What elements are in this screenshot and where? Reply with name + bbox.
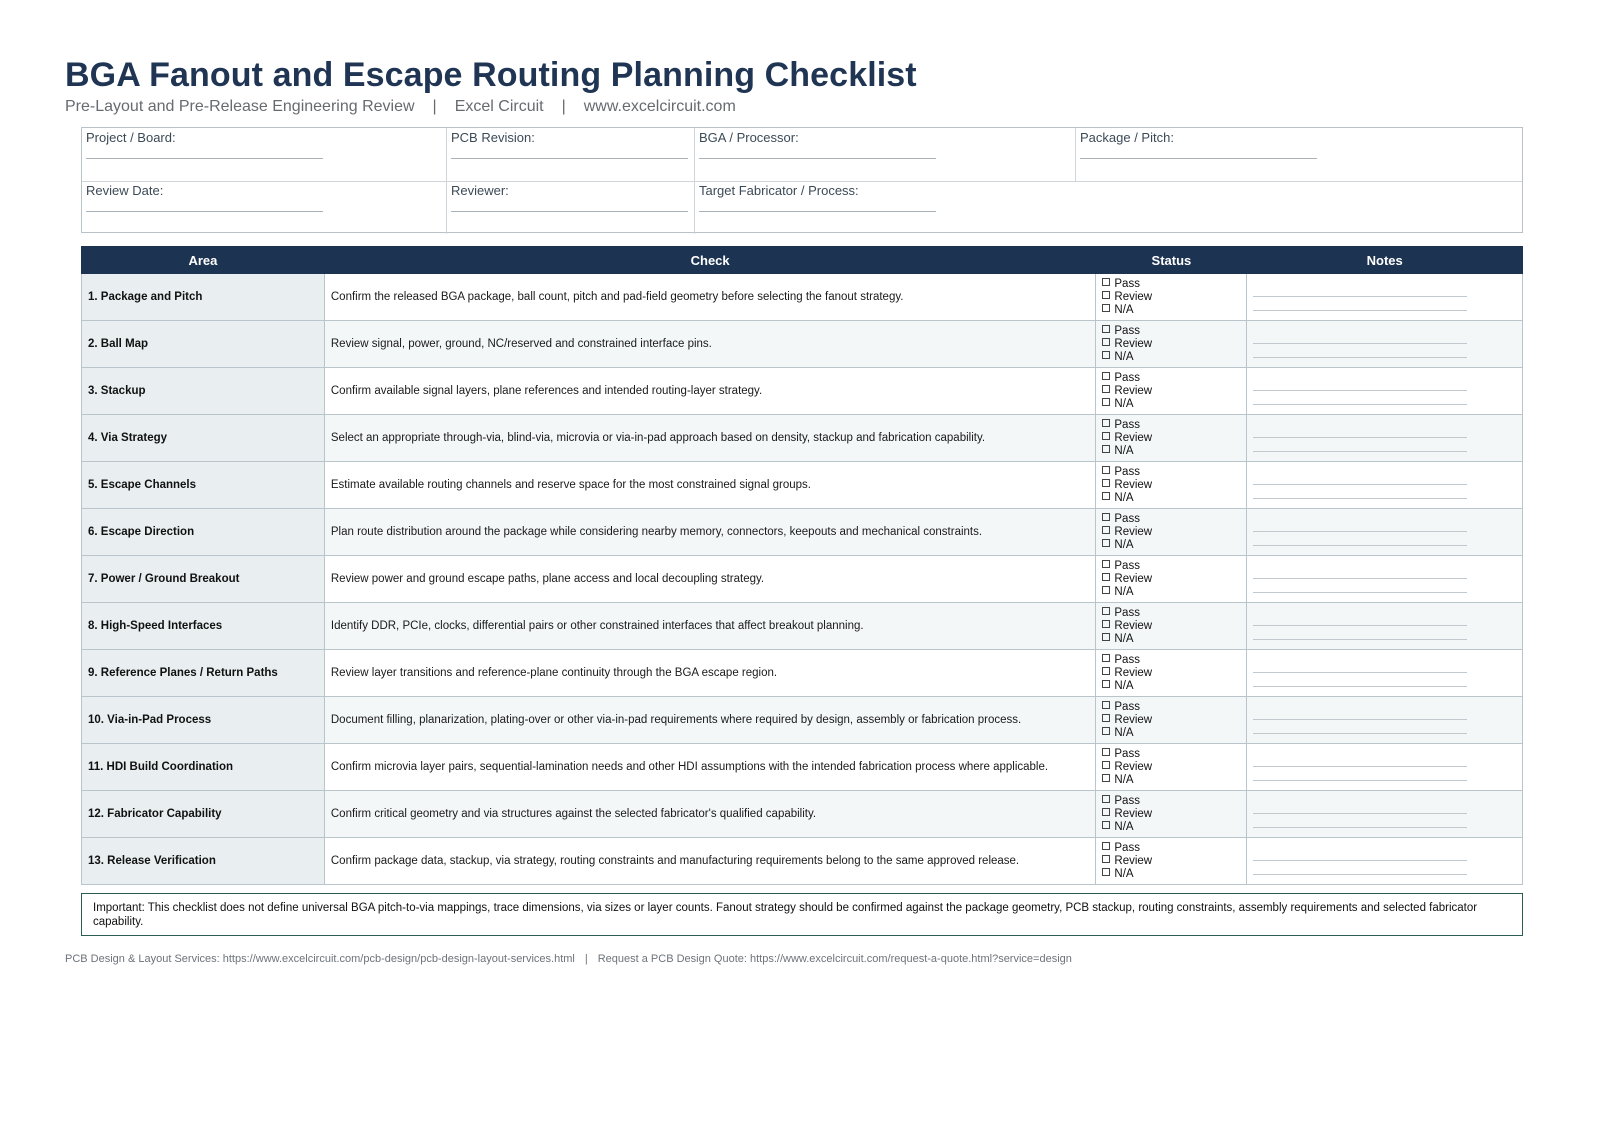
checkbox[interactable] [1102,539,1110,547]
status-option-label: Pass [1114,277,1140,290]
checkbox[interactable] [1102,419,1110,427]
notes-cell[interactable] [1247,462,1523,509]
status-option-label: Review [1114,666,1153,679]
status-option-pass[interactable] [1102,278,1246,291]
reviewer-label: Reviewer: [451,183,509,198]
area-cell: 3. Stackup [82,368,325,415]
status-option-na[interactable] [1102,398,1246,411]
subtitle-separator: | [561,98,566,115]
table-row [82,556,1523,603]
status-cell [1096,650,1247,697]
page-subtitle [65,96,1525,118]
notes-line [1253,531,1467,532]
status-option-label: Pass [1114,794,1140,807]
status-option-label: Pass [1114,465,1140,478]
notes-cell[interactable] [1247,368,1523,415]
notes-line [1253,827,1467,828]
checkbox[interactable] [1102,855,1110,863]
notes-cell[interactable] [1247,697,1523,744]
notes-line [1253,404,1467,405]
status-option-label: Review [1114,525,1153,538]
checkbox[interactable] [1102,680,1110,688]
info-row [82,181,1522,234]
area-cell: 7. Power / Ground Breakout [82,556,325,603]
status-option-label: Review [1114,572,1153,585]
status-option-review[interactable] [1102,761,1246,774]
notes-line [1253,639,1467,640]
status-option-label: N/A [1114,585,1134,598]
status-option-na[interactable] [1102,586,1246,599]
status-option-label: N/A [1114,397,1134,410]
status-option-label: Review [1114,760,1153,773]
status-option-label: Review [1114,290,1153,303]
checkbox[interactable] [1102,714,1110,722]
check-cell: Plan route distribution around the package while considering nearby memory, connectors, keepouts and mechanical constraints. [324,509,1096,556]
area-cell: 5. Escape Channels [82,462,325,509]
notes-line [1253,357,1467,358]
bga-processor-label: BGA / Processor: [699,130,799,145]
checkbox[interactable] [1102,479,1110,487]
table-row [82,462,1523,509]
checkbox[interactable] [1102,573,1110,581]
check-cell: Select an appropriate through-via, blind-via, microvia or via-in-pad approach based on density, stackup and fabrication capability. [324,415,1096,462]
status-option-pass[interactable] [1102,466,1246,479]
checkbox[interactable] [1102,492,1110,500]
table-row [82,274,1523,321]
status-cell [1096,556,1247,603]
area-cell: 11. HDI Build Coordination [82,744,325,791]
area-cell: 8. High-Speed Interfaces [82,603,325,650]
status-option-pass[interactable] [1102,372,1246,385]
fill-in-line [451,158,688,159]
checkbox[interactable] [1102,868,1110,876]
status-option-na[interactable] [1102,680,1246,693]
fill-in-line [699,211,936,212]
notes-line [1253,860,1467,861]
status-option-label: Review [1114,713,1153,726]
status-option-label: N/A [1114,632,1134,645]
checkbox[interactable] [1102,808,1110,816]
info-row [82,128,1522,182]
table-row [82,744,1523,791]
subtitle-website[interactable]: www.excelcircuit.com [583,98,736,115]
status-option-na[interactable] [1102,445,1246,458]
status-cell [1096,744,1247,791]
status-cell [1096,415,1247,462]
checkbox[interactable] [1102,633,1110,641]
checkbox[interactable] [1102,445,1110,453]
project-board-label: Project / Board: [86,130,176,145]
checkbox[interactable] [1102,351,1110,359]
column-header-area: Area [82,247,325,274]
notes-cell[interactable] [1247,556,1523,603]
area-cell: 13. Release Verification [82,838,325,885]
status-cell [1096,697,1247,744]
notes-line [1253,719,1467,720]
status-option-review[interactable] [1102,620,1246,633]
status-cell [1096,321,1247,368]
notes-cell[interactable] [1247,838,1523,885]
checkbox[interactable] [1102,338,1110,346]
status-option-pass[interactable] [1102,560,1246,573]
check-cell: Confirm available signal layers, plane references and intended routing-layer strategy. [324,368,1096,415]
checkbox[interactable] [1102,513,1110,521]
area-cell: 9. Reference Planes / Return Paths [82,650,325,697]
status-option-label: Review [1114,807,1153,820]
status-option-label: Pass [1114,371,1140,384]
notes-line [1253,310,1467,311]
notes-line [1253,592,1467,593]
status-option-review[interactable] [1102,526,1246,539]
status-option-na[interactable] [1102,727,1246,740]
notes-line [1253,625,1467,626]
check-cell: Confirm microvia layer pairs, sequential-lamination needs and other HDI assumptions with the intended fabrication process where applicable. [324,744,1096,791]
checkbox[interactable] [1102,654,1110,662]
checkbox[interactable] [1102,385,1110,393]
footer-quote-link[interactable]: Request a PCB Design Quote: https://www.excelcircuit.com/request-a-quote.html?service=design [597,953,1072,965]
table-row [82,321,1523,368]
status-option-label: Review [1114,854,1153,867]
status-option-review[interactable] [1102,338,1246,351]
status-option-review[interactable] [1102,667,1246,680]
package-pitch-label: Package / Pitch: [1080,130,1174,145]
notes-line [1253,343,1467,344]
notes-line [1253,874,1467,875]
checklist-table [81,246,1523,885]
notes-line [1253,780,1467,781]
status-option-pass[interactable] [1102,419,1246,432]
status-option-na[interactable] [1102,304,1246,317]
check-cell: Estimate available routing channels and reserve space for the most constrained signal groups. [324,462,1096,509]
check-cell: Confirm package data, stackup, via strategy, routing constraints and manufacturing requirements belong to the same approved release. [324,838,1096,885]
status-option-label: N/A [1114,867,1134,880]
checkbox[interactable] [1102,821,1110,829]
check-cell: Identify DDR, PCIe, clocks, differential pairs or other constrained interfaces that affect breakout planning. [324,603,1096,650]
notes-cell[interactable] [1247,791,1523,838]
status-cell [1096,274,1247,321]
pcb-revision-field[interactable] [447,128,695,181]
review-date-field[interactable] [82,181,447,234]
check-cell: Review power and ground escape paths, plane access and local decoupling strategy. [324,556,1096,603]
checkbox[interactable] [1102,761,1110,769]
table-row [82,650,1523,697]
target-fabricator-field[interactable] [695,181,1522,234]
status-option-label: N/A [1114,773,1134,786]
checkbox[interactable] [1102,325,1110,333]
status-cell [1096,603,1247,650]
column-header-check: Check [324,247,1096,274]
checkbox[interactable] [1102,586,1110,594]
status-option-pass[interactable] [1102,513,1246,526]
notes-line [1253,733,1467,734]
status-option-label: N/A [1114,444,1134,457]
checkbox[interactable] [1102,607,1110,615]
notes-line [1253,451,1467,452]
status-option-pass[interactable] [1102,325,1246,338]
checkbox[interactable] [1102,526,1110,534]
column-header-status: Status [1096,247,1247,274]
review-date-label: Review Date: [86,183,164,198]
table-row [82,415,1523,462]
status-option-label: N/A [1114,350,1134,363]
checkbox[interactable] [1102,466,1110,474]
checkbox[interactable] [1102,727,1110,735]
status-option-na[interactable] [1102,774,1246,787]
table-header-row [82,247,1523,274]
checkbox[interactable] [1102,398,1110,406]
fill-in-line [1080,158,1317,159]
status-option-review[interactable] [1102,573,1246,586]
notes-cell[interactable] [1247,603,1523,650]
status-cell [1096,509,1247,556]
status-option-label: Pass [1114,418,1140,431]
status-cell [1096,462,1247,509]
status-option-na[interactable] [1102,351,1246,364]
fill-in-line [699,158,936,159]
checkbox[interactable] [1102,701,1110,709]
fill-in-line [86,158,323,159]
pcb-revision-label: PCB Revision: [451,130,535,145]
status-option-review[interactable] [1102,291,1246,304]
checklist-rows [82,274,1523,885]
status-cell [1096,838,1247,885]
status-option-review[interactable] [1102,855,1246,868]
table-row [82,603,1523,650]
status-option-label: N/A [1114,491,1134,504]
column-header-notes: Notes [1247,247,1523,274]
status-option-pass[interactable] [1102,795,1246,808]
notes-line [1253,484,1467,485]
notes-line [1253,766,1467,767]
notes-line [1253,437,1467,438]
table-row [82,697,1523,744]
checkbox[interactable] [1102,748,1110,756]
check-cell: Document filling, planarization, plating-over or other via-in-pad requirements where required by design, assembly or fabrication process. [324,697,1096,744]
notes-cell[interactable] [1247,744,1523,791]
checkbox[interactable] [1102,278,1110,286]
package-pitch-field[interactable] [1076,128,1522,181]
status-option-label: Pass [1114,841,1140,854]
status-option-review[interactable] [1102,479,1246,492]
status-option-label: N/A [1114,303,1134,316]
status-option-review[interactable] [1102,385,1246,398]
status-option-label: N/A [1114,726,1134,739]
checkbox[interactable] [1102,432,1110,440]
checkbox[interactable] [1102,620,1110,628]
status-option-label: Review [1114,478,1153,491]
notes-line [1253,390,1467,391]
status-cell [1096,368,1247,415]
project-info-box [81,127,1523,233]
notes-line [1253,578,1467,579]
status-option-na[interactable] [1102,492,1246,505]
status-option-label: Pass [1114,747,1140,760]
status-option-label: Pass [1114,324,1140,337]
checklist-page [65,54,1525,965]
target-fabricator-label: Target Fabricator / Process: [699,183,859,198]
area-cell: 4. Via Strategy [82,415,325,462]
table-row [82,368,1523,415]
area-cell: 2. Ball Map [82,321,325,368]
page-title: BGA Fanout and Escape Routing Planning Checklist [65,56,917,94]
status-option-pass[interactable] [1102,842,1246,855]
footer-services-link[interactable]: PCB Design & Layout Services: https://www.excelcircuit.com/pcb-design/pcb-design-layout-services.html [65,953,575,965]
notes-cell[interactable] [1247,509,1523,556]
table-row [82,838,1523,885]
notes-line [1253,498,1467,499]
notes-line [1253,545,1467,546]
status-option-label: N/A [1114,679,1134,692]
checkbox[interactable] [1102,560,1110,568]
subtitle-separator: | [432,98,437,115]
area-cell: 6. Escape Direction [82,509,325,556]
notes-line [1253,686,1467,687]
notes-cell[interactable] [1247,415,1523,462]
project-board-field[interactable] [82,128,447,181]
area-cell: 1. Package and Pitch [82,274,325,321]
status-option-review[interactable] [1102,432,1246,445]
status-option-label: N/A [1114,820,1134,833]
reviewer-field[interactable] [447,181,695,234]
subtitle-review-type: Pre-Layout and Pre-Release Engineering Review [65,98,415,115]
notes-cell[interactable] [1247,274,1523,321]
notes-line [1253,672,1467,673]
area-cell: 12. Fabricator Capability [82,791,325,838]
status-option-review[interactable] [1102,808,1246,821]
table-row [82,509,1523,556]
check-cell: Review signal, power, ground, NC/reserved and constrained interface pins. [324,321,1096,368]
notes-line [1253,813,1467,814]
status-option-label: Pass [1114,606,1140,619]
status-option-label: N/A [1114,538,1134,551]
fill-in-line [451,211,688,212]
subtitle-company: Excel Circuit [454,98,544,115]
status-option-label: Pass [1114,559,1140,572]
checkbox[interactable] [1102,372,1110,380]
bga-processor-field[interactable] [695,128,1076,181]
status-cell [1096,791,1247,838]
checkbox[interactable] [1102,774,1110,782]
checkbox[interactable] [1102,291,1110,299]
status-option-na[interactable] [1102,821,1246,834]
checkbox[interactable] [1102,795,1110,803]
status-option-pass[interactable] [1102,607,1246,620]
notes-cell[interactable] [1247,321,1523,368]
status-option-label: Pass [1114,700,1140,713]
status-option-label: Review [1114,337,1153,350]
page-footer [65,953,1072,965]
check-cell: Confirm the released BGA package, ball count, pitch and pad-field geometry before selecting the fanout strategy. [324,274,1096,321]
status-option-na[interactable] [1102,868,1246,881]
checkbox[interactable] [1102,842,1110,850]
status-option-pass[interactable] [1102,654,1246,667]
status-option-pass[interactable] [1102,701,1246,714]
check-cell: Confirm critical geometry and via structures against the selected fabricator's qualified capability. [324,791,1096,838]
area-cell: 10. Via-in-Pad Process [82,697,325,744]
fill-in-line [86,211,323,212]
status-option-label: Pass [1114,653,1140,666]
status-option-na[interactable] [1102,539,1246,552]
footer-separator: | [584,953,588,965]
status-option-label: Pass [1114,512,1140,525]
status-option-label: Review [1114,619,1153,632]
important-note: Important: This checklist does not define universal BGA pitch-to-via mappings, trace dimensions, via sizes or layer counts. Fanout strategy should be confirmed against the package geometry, PCB stackup, routing constraints, assembly requirements and selected fabricator capability. [81,893,1523,936]
notes-cell[interactable] [1247,650,1523,697]
check-cell: Review layer transitions and reference-plane continuity through the BGA escape region. [324,650,1096,697]
checkbox[interactable] [1102,667,1110,675]
status-option-pass[interactable] [1102,748,1246,761]
status-option-label: Review [1114,384,1153,397]
notes-line [1253,296,1467,297]
table-row [82,791,1523,838]
status-option-label: Review [1114,431,1153,444]
checkbox[interactable] [1102,304,1110,312]
status-option-na[interactable] [1102,633,1246,646]
status-option-review[interactable] [1102,714,1246,727]
